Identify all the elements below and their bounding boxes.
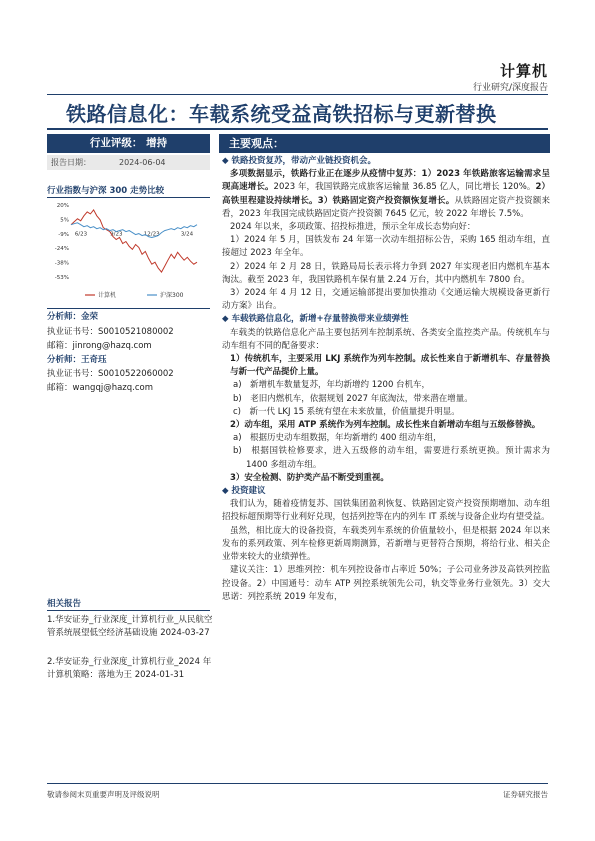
section-1-para-c: 2）高铁里程建设持续增长。3）铁路固定资产投资额恢复增长。 — [222, 182, 550, 206]
bullet-icon: ◆ — [222, 486, 232, 497]
y-tick-label: -9% — [58, 231, 69, 238]
related-report-1[interactable]: 1.华安证券_行业深度_计算机行业_从民航空管系统展望低空经济基础设施 2024-03-27 — [47, 615, 213, 639]
related-report-2[interactable]: 2.华安证券_行业深度_计算机行业_2024 年计算机策略：落地为王 2024-01-31 — [47, 657, 212, 681]
y-tick-label: -38% — [54, 260, 69, 267]
analyst-2-email[interactable]: 邮箱：wangqj@hazq.com — [47, 383, 154, 393]
related-reports-title: 相关报告 — [47, 599, 82, 609]
section-3-para-3: 建议关注：1）思维列控：机车列控设备市占率近 50%；子公司业务涉及高铁列控监控设备。2）中国通号：动车 ATP 列控系统领先公司，轨交等业务行业领先。3）交大思诺：列控系统 2019 年发布， — [222, 565, 550, 602]
section-1-item-3: 3）2024 年 4 月 12 日，交通运输部提出要加快推动《交通运输大规模设备更新行动方案》出台。 — [222, 288, 550, 312]
section-2-sub-2a: a) 根据历史动车组数据，年均新增约 400 组动车组， — [233, 433, 442, 444]
section-1-para-2: 2024 年以来，多项政策、招投标推进，预示全年成长态势向好： — [230, 222, 476, 233]
section-2-sub-1b: b) 老旧内燃机车，依据规划 2027 年底淘汰，带来潜在增量。 — [233, 393, 473, 404]
chart-title: 行业指数与沪深 300 走势比较 — [47, 186, 165, 196]
section-1-para-a: 多项数据显示，铁路行业正在逐步从疫情中复苏：1）2023 年铁路旅客运输需求呈现高速增长。 — [222, 169, 550, 193]
section-3-title: 投资建议 — [231, 486, 266, 497]
analyst-2-name: 分析师：王奇珏 — [47, 355, 107, 365]
footer-divider — [47, 783, 548, 784]
chart-bottom-divider — [47, 308, 210, 309]
section-1-item-1: 1）2024 年 5 月，国铁发布 24 年第一次动车组招标公告，采购 165 组动车组，直接超过 2023 年全年。 — [222, 235, 550, 259]
section-1-item-2: 2）2024 年 2 月 28 日，铁路局局长表示将力争到 2027 年实现老旧内燃机车基本淘汰。截至 2023 年，我国铁路机车保有量 2.24 万台，其中内燃机车 7800 台。 — [222, 261, 550, 285]
series-line-1 — [71, 210, 197, 272]
x-tick-label: 6/23 — [74, 231, 88, 238]
report-date-row — [47, 155, 210, 170]
section-2-sub-2: 2）动车组，采用 ATP 系统作为列车控制。成长性来自新增动车组与五级修替换。 — [230, 420, 541, 431]
analyst-1-email[interactable]: 邮箱：jinrong@hazq.com — [47, 341, 152, 351]
index-trend-chart — [45, 199, 215, 307]
section-1-title: 铁路投资复苏，带动产业链投资机会。 — [231, 156, 377, 166]
section-3-para-2: 虽然，相比庞大的设备投资，车载类列车系统的价值量较小，但是根据 2024 年以来发布的系列政策、列车检修更新周期测算，若新增与更替符合预期，将给行业、相关企业带来较大的业绩弹性。 — [222, 525, 550, 563]
section-2-sub-3: 3）安全检测、防护类产品不断受到重视。 — [230, 472, 389, 483]
key-points-heading: 主要观点： — [219, 134, 550, 153]
series-line-2 — [71, 223, 197, 238]
sector-name: 计算机 — [499, 62, 548, 80]
section-2-sub-1: 1）传统机车，主要采用 LKJ 系统作为列车控制。成长性来自于新增机车、存量替换与新一代产品提价上量。 — [230, 354, 550, 378]
report-date-label: 报告日期： — [51, 158, 91, 167]
y-tick-label: 20% — [56, 203, 69, 209]
y-tick-label: -53% — [54, 275, 69, 281]
y-tick-label: -24% — [54, 246, 69, 253]
chart-title-divider — [47, 197, 210, 198]
x-tick-label: 9/23 — [110, 231, 123, 238]
x-tick-label: 12/23 — [143, 231, 160, 238]
title-divider — [47, 128, 548, 130]
y-tick-label: 5% — [60, 217, 69, 224]
section-1-para-d: 从铁路固定资产投资额来看，2023 年我国完成铁路固定资产投资额 7645 亿元，较 2022 年增长 7.5%。 — [222, 195, 550, 219]
section-1-para-b: 2023 年，我国铁路完成旅客运输量 36.85 亿人，同比增长 120%。 — [273, 182, 536, 193]
section-2-sub-1c: c) 新一代 LKJ 15 系统有望在未来放量，价值量提升明显。 — [233, 406, 460, 417]
footer-label: 证券研究报告 — [503, 790, 548, 799]
report-date-value: 2024-06-04 — [119, 158, 166, 167]
analyst-1-cert: 执业证书号：S0010521080002 — [47, 327, 174, 337]
section-2-para-1: 车载类的铁路信息化产品主要包括列车控制系统、各类安全监控类产品。传统机车与动车组有不同的配备要求： — [222, 327, 550, 351]
bullet-icon: ◆ — [222, 156, 232, 166]
section-3-para-1: 我们认为，随着疫情复苏、国铁集团盈利恢复、铁路固定资产投资预期增加、动车组招投标超预期等行业利好兑现，包括列控等在内的列车 IT 系统与设备企业均有望受益。 — [222, 499, 550, 523]
legend-label: 计算机 — [98, 292, 117, 299]
x-tick-label: 3/24 — [180, 231, 194, 238]
footer-disclaimer: 敬请参阅末页重要声明及评级说明 — [47, 790, 160, 799]
section-2-sub-1a: a) 新增机车数量复苏，年均新增约 1200 台机车， — [233, 380, 431, 391]
analyst-1-name: 分析师：金荣 — [47, 312, 99, 322]
report-type: 行业研究/深度报告 — [472, 83, 548, 93]
analyst-2-cert: 执业证书号：S0010522060002 — [47, 369, 174, 379]
header-divider — [47, 94, 548, 95]
bullet-icon: ◆ — [222, 314, 232, 325]
section-2-title: 车载铁路信息化，新增+存量替换带来业绩弹性 — [231, 314, 409, 325]
industry-rating: 行业评级： 增持 — [47, 134, 210, 153]
related-divider — [47, 610, 210, 611]
key-points-body — [222, 155, 550, 604]
report-title: 铁路信息化：车载系统受益高铁招标与更新替换 — [66, 102, 497, 126]
legend-label: 沪深300 — [160, 292, 184, 299]
section-2-sub-2b: b) 根据国铁检修要求，进入五级修的动车组，需要进行系统更换。预计需求为 1400 多组动车组。 — [233, 446, 550, 470]
